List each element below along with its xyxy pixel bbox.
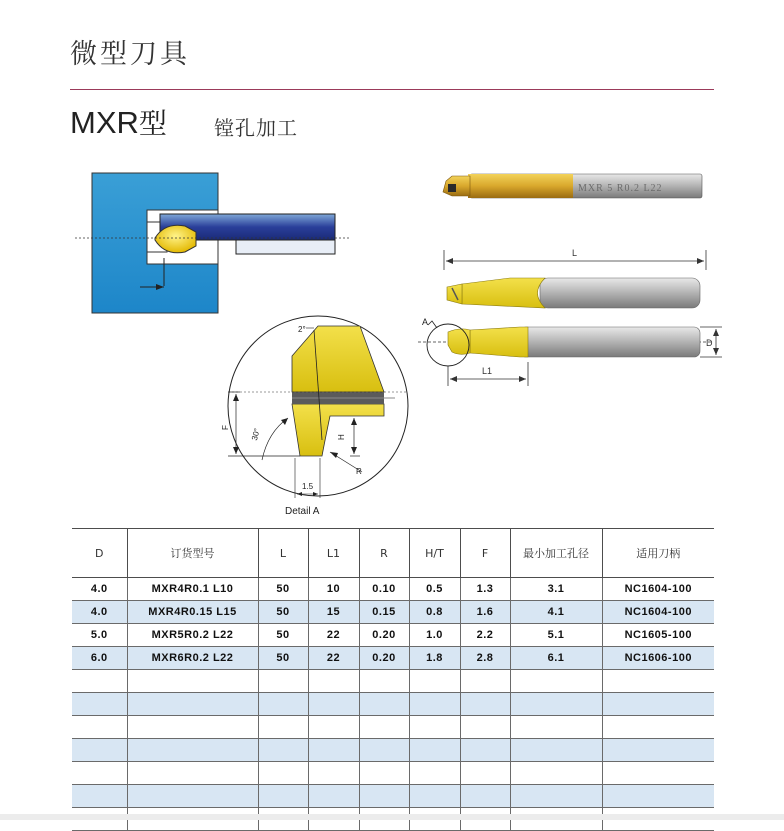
col-header-d: D [72,529,127,578]
cell-r: 0.10 [359,578,409,601]
title-divider [70,89,714,90]
cell-l1: 15 [308,601,359,624]
col-header-l1: L1 [308,529,359,578]
operation-subtitle: 镗孔加工 [214,116,298,140]
model-heading [70,102,167,142]
cell-d: 6.0 [72,647,127,670]
model-code: MXR [70,105,139,140]
table-row [72,601,714,624]
cell-f: 2.2 [460,624,510,647]
empty-row [72,739,714,762]
cell-d: 5.0 [72,624,127,647]
cell-l: 50 [258,647,308,670]
cell-holder: NC1606-100 [602,647,714,670]
model-type-suffix: 型 [138,107,167,140]
dim-R-label: R [356,467,362,476]
cell-r: 0.20 [359,647,409,670]
cell-min-bore: 3.1 [510,578,602,601]
table-row [72,647,714,670]
cell-f: 1.3 [460,578,510,601]
empty-row [72,762,714,785]
shank-marking: MXR 5 R0.2 L22 [578,183,663,194]
table-header-row [72,529,714,578]
cell-min-bore: 6.1 [510,647,602,670]
cell-order-code: MXR4R0.1 L10 [127,578,258,601]
col-header-ht: H/T [409,529,460,578]
cell-l: 50 [258,601,308,624]
col-header-l: L [258,529,308,578]
cell-order-code: MXR6R0.2 L22 [127,647,258,670]
dim-1-5-label: 1.5 [302,482,314,491]
cell-l: 50 [258,624,308,647]
cell-holder: NC1604-100 [602,601,714,624]
tool-photo [443,174,702,198]
cell-l1: 10 [308,578,359,601]
empty-row [72,716,714,739]
dim-F-label: F [221,425,230,430]
col-header-holder: 适用刀柄 [602,529,714,578]
bottom-band [0,814,784,820]
cell-l1: 22 [308,647,359,670]
cell-r: 0.20 [359,624,409,647]
cell-order-code: MXR5R0.2 L22 [127,624,258,647]
dim-L-label: L [572,248,578,258]
cell-ht: 1.0 [409,624,460,647]
col-header-min-bore: 最小加工孔径 [510,529,602,578]
col-header-f: F [460,529,510,578]
cell-l: 50 [258,578,308,601]
col-header-order-code: 订货型号 [127,529,258,578]
table-row [72,624,714,647]
detail-a-marker: A [422,317,429,327]
empty-row [72,670,714,693]
angle-2-label: 2° [298,325,306,334]
l1-d-drawing [418,317,722,386]
spec-table [72,528,714,831]
table-row [72,578,714,601]
detail-a-caption: Detail A [285,506,320,517]
dim-D-label: D [706,338,713,348]
cell-f: 1.6 [460,601,510,624]
cell-holder: NC1604-100 [602,578,714,601]
boring-operation-illustration [75,173,350,313]
dim-H-label: H [337,434,346,440]
detail-a-view [221,316,410,517]
cell-holder: NC1605-100 [602,624,714,647]
cell-ht: 0.8 [409,601,460,624]
cell-d: 4.0 [72,578,127,601]
cell-f: 2.8 [460,647,510,670]
cell-min-bore: 5.1 [510,624,602,647]
dim-L1-label: L1 [482,366,493,376]
cell-min-bore: 4.1 [510,601,602,624]
cell-order-code: MXR4R0.15 L15 [127,601,258,624]
empty-row [72,693,714,716]
col-header-r: R [359,529,409,578]
length-drawing [444,248,706,308]
angle-30-label: 30° [249,427,262,442]
tool-diagrams [0,150,784,525]
page-title: 微型刀具 [70,39,190,70]
empty-row [72,785,714,808]
cell-l1: 22 [308,624,359,647]
cell-ht: 1.8 [409,647,460,670]
cell-r: 0.15 [359,601,409,624]
cell-d: 4.0 [72,601,127,624]
cell-ht: 0.5 [409,578,460,601]
